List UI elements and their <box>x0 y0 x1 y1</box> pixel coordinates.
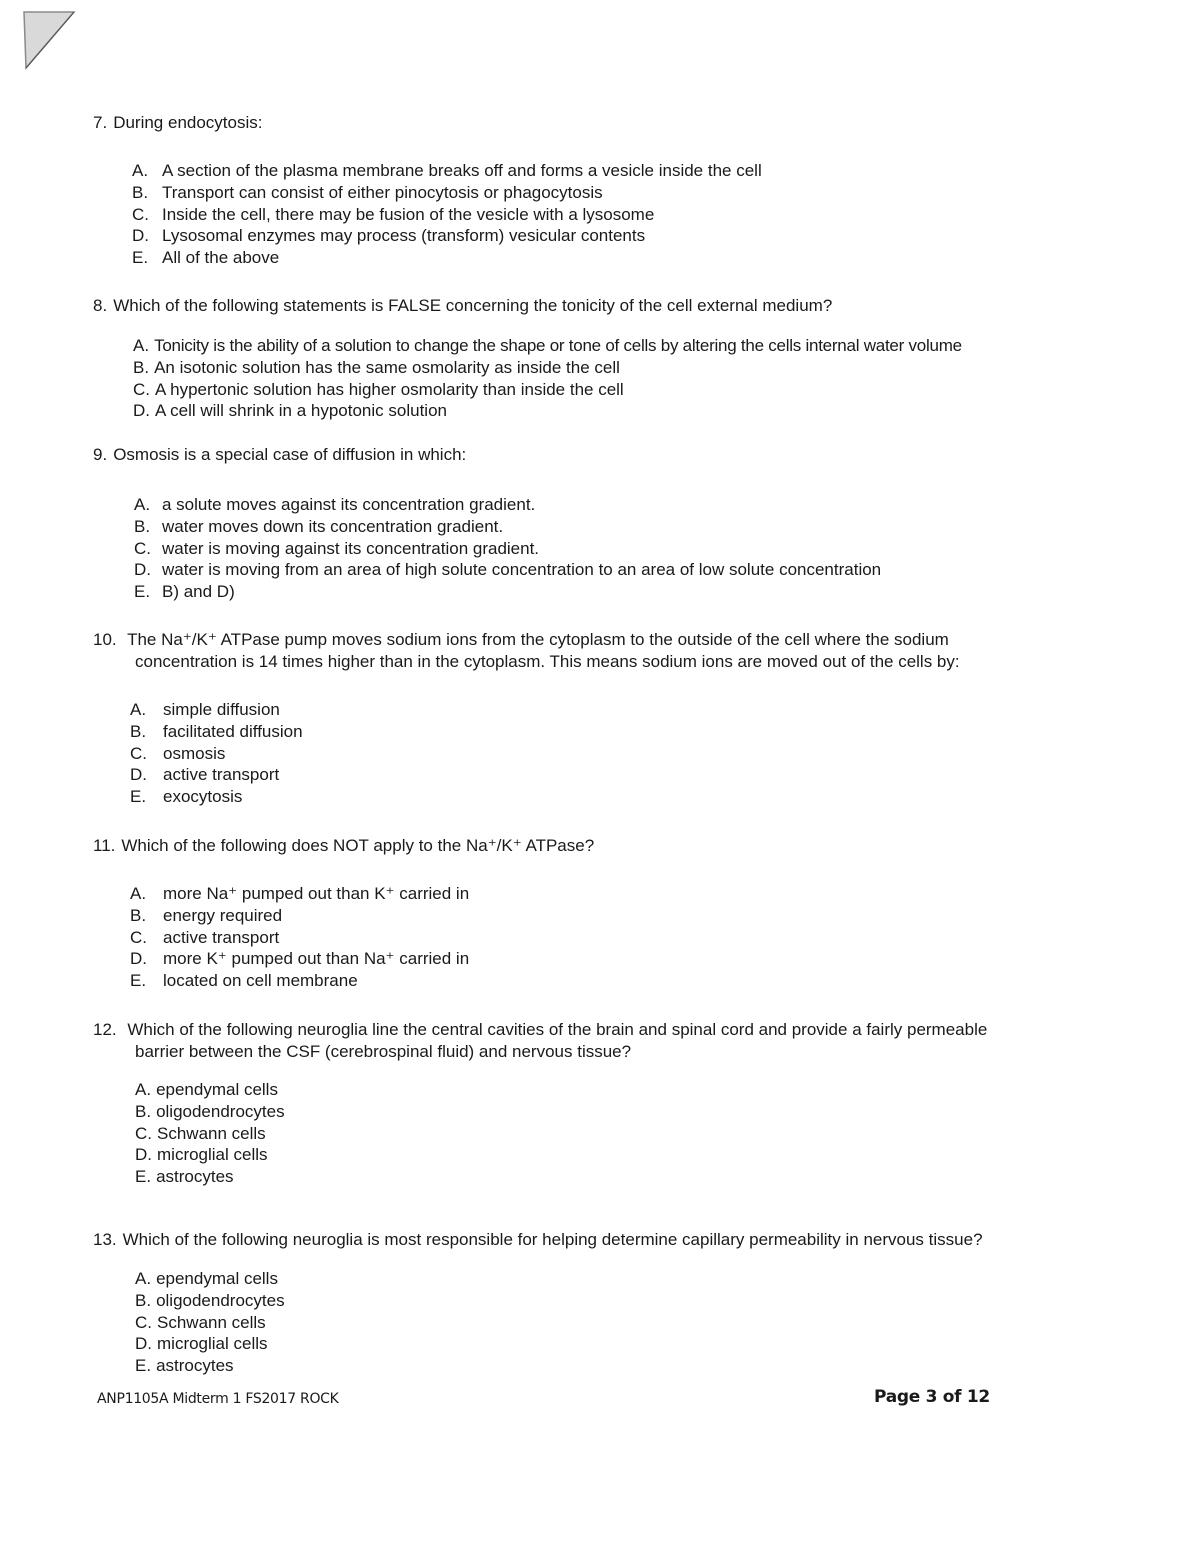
question-text-line2: concentration is 14 times higher than in the cytoplasm. This means sodium ions are moved out of the cells by: <box>135 652 960 671</box>
option-list <box>130 699 1103 808</box>
option-d: D. water is moving from an area of high solute concentration to an area of low solute concentration <box>134 560 882 580</box>
question-number: 10. <box>93 630 117 649</box>
option-e: E. located on cell membrane <box>130 971 358 991</box>
option-e: E. B) and D) <box>134 582 235 602</box>
option-b: B. An isotonic solution has the same osmolarity as inside the cell <box>133 357 620 377</box>
option-list <box>135 1079 1103 1188</box>
option-c: C. active transport <box>130 927 280 947</box>
option-d: D. microglial cells <box>135 1334 268 1354</box>
option-a: A. Tonicity is the ability of a solution to change the shape or tone of cells by altering the cells internal water volume <box>133 336 962 355</box>
question-12 <box>93 1019 1103 1188</box>
option-c: C. Schwann cells <box>135 1312 266 1332</box>
option-c: C. Schwann cells <box>135 1123 266 1143</box>
question-text-line1: The Na⁺/K⁺ ATPase pump moves sodium ions from the cytoplasm to the outside of the cell where the sodium <box>127 630 949 649</box>
question-number: 7. <box>93 113 108 132</box>
question-stem <box>93 629 1103 673</box>
question-9 <box>93 444 1093 603</box>
option-a: A. simple diffusion <box>130 700 280 719</box>
question-8 <box>93 295 1103 422</box>
question-number: 13. <box>93 1230 117 1249</box>
option-list <box>130 883 1093 992</box>
question-text: During endocytosis: <box>113 113 263 132</box>
footer-course-label: ANP1105A Midterm 1 FS2017 ROCK <box>97 1391 339 1407</box>
question-11 <box>93 835 1093 992</box>
option-c: C. osmosis <box>130 743 226 763</box>
question-number: 9. <box>93 445 108 464</box>
footer-page-number: Page 3 of 12 <box>874 1387 990 1407</box>
question-stem <box>93 1019 1103 1063</box>
question-7 <box>93 112 1093 269</box>
question-13 <box>93 1229 1103 1377</box>
option-e: E. All of the above <box>132 248 280 268</box>
option-d: D. A cell will shrink in a hypotonic solution <box>133 401 447 421</box>
option-a: A. ependymal cells <box>135 1080 278 1099</box>
option-d: D. Lysosomal enzymes may process (transform) vesicular contents <box>132 226 646 246</box>
question-stem <box>93 835 1093 857</box>
option-b: B. facilitated diffusion <box>130 721 303 741</box>
option-list <box>132 160 1093 269</box>
option-d: D. microglial cells <box>135 1145 268 1165</box>
scan-corner-mark <box>22 10 76 70</box>
option-b: B. energy required <box>130 905 283 925</box>
option-c: C. A hypertonic solution has higher osmolarity than inside the cell <box>133 379 624 399</box>
question-text: Which of the following statements is FALSE concerning the tonicity of the cell external medium? <box>113 296 833 315</box>
option-a: A. more Na⁺ pumped out than K⁺ carried in <box>130 884 470 903</box>
option-c: C. water is moving against its concentration gradient. <box>134 538 540 558</box>
option-a: A. a solute moves against its concentration gradient. <box>134 495 536 514</box>
option-b: B. Transport can consist of either pinocytosis or phagocytosis <box>132 182 603 202</box>
option-b: B. water moves down its concentration gradient. <box>134 516 504 536</box>
question-text: Which of the following does NOT apply to the Na⁺/K⁺ ATPase? <box>121 836 595 855</box>
option-e: E. exocytosis <box>130 787 243 807</box>
option-d: D. active transport <box>130 765 280 785</box>
question-stem <box>93 444 1093 466</box>
question-stem <box>93 112 1093 134</box>
question-text: Which of the following neuroglia is most responsible for helping determine capillary permeability in nervous tissue? <box>122 1230 983 1249</box>
option-b: B. oligodendrocytes <box>135 1290 285 1310</box>
question-10 <box>93 629 1103 808</box>
option-d: D. more K⁺ pumped out than Na⁺ carried in <box>130 949 470 969</box>
question-number: 11. <box>93 836 116 855</box>
question-stem <box>93 1229 1103 1251</box>
option-a: A. ependymal cells <box>135 1269 278 1288</box>
question-number: 8. <box>93 296 108 315</box>
question-text: Osmosis is a special case of diffusion in which: <box>113 445 467 464</box>
option-a: A. A section of the plasma membrane breaks off and forms a vesicle inside the cell <box>132 161 762 180</box>
question-text-line2: barrier between the CSF (cerebrospinal fluid) and nervous tissue? <box>135 1042 632 1061</box>
question-stem <box>93 295 1103 317</box>
option-e: E. astrocytes <box>135 1167 234 1187</box>
option-c: C. Inside the cell, there may be fusion of the vesicle with a lysosome <box>132 204 655 224</box>
option-b: B. oligodendrocytes <box>135 1101 285 1121</box>
question-number: 12. <box>93 1020 117 1039</box>
option-e: E. astrocytes <box>135 1356 234 1376</box>
option-list <box>133 335 1103 422</box>
question-text-line1: Which of the following neuroglia line the central cavities of the brain and spinal cord and provide a fairly permeable <box>127 1020 988 1039</box>
option-list <box>134 494 1093 603</box>
option-list <box>135 1268 1103 1377</box>
